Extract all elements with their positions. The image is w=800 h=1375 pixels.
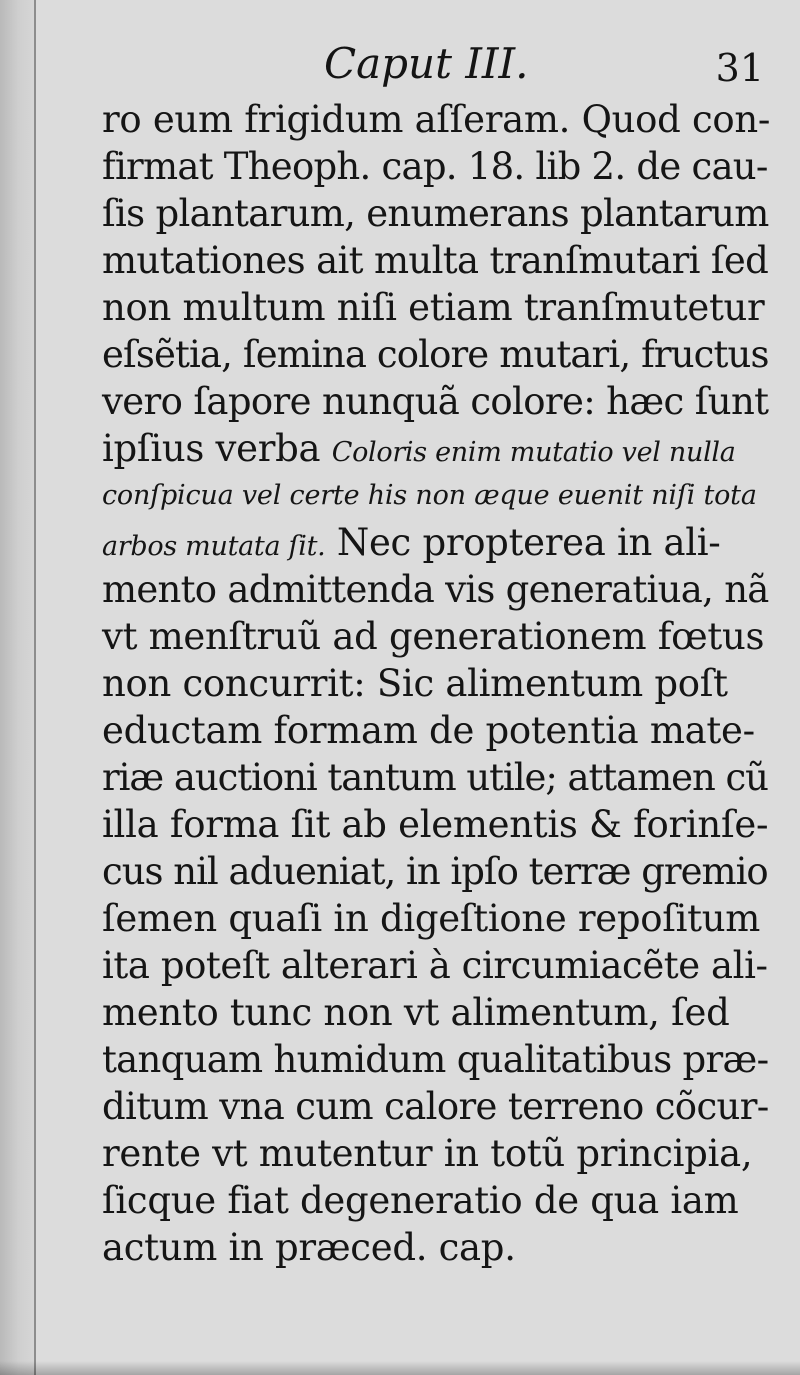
text-line: riæ auctioni tantum utile; attamen cũ: [102, 756, 768, 799]
page-bottom-shadow: [0, 1361, 800, 1375]
text-line: rente vt mutentur in totũ principia,: [102, 1132, 753, 1175]
text-line: mento admittenda vis generatiua, nã: [102, 568, 769, 611]
text-line: eductam formam de potentia mate-: [102, 709, 755, 752]
text-line: eſsẽtia, ſemina colore mutari, fructus: [102, 333, 769, 376]
text-line: firmat Theoph. cap. 18. lib 2. de cau-: [102, 145, 768, 188]
binding-edge: [0, 0, 36, 1375]
text-line: ſis plantarum, enumerans plantarum: [102, 192, 769, 235]
text-line: ſicque fiat degeneratio de qua iam: [102, 1179, 739, 1222]
text-line-quote-end: [102, 519, 770, 566]
text-line: cus nil adueniat, in ipſo terræ gremio: [102, 850, 768, 893]
text-line: non concurrit: Sic alimentum poſt: [102, 662, 728, 705]
text-line: vt menſtruũ ad generationem fœtus: [102, 615, 765, 658]
text-line: ditum vna cum calore terreno cõcur-: [102, 1085, 769, 1128]
page-number: 31: [715, 46, 764, 90]
body-text: [102, 96, 770, 1271]
text-line: ro eum frigidum aſſeram. Quod con-: [102, 98, 771, 141]
text-line: actum in præced. cap.: [102, 1226, 516, 1269]
text-line: non multum niſi etiam tranſmutetur: [102, 286, 765, 329]
italic-quote-run: Coloris enim mutatio vel nulla: [331, 437, 736, 468]
text-line: illa forma ſit ab elementis & forinſe-: [102, 803, 769, 846]
text-line-quote-start: [102, 425, 770, 472]
text-line: ita poteſt alterari à circumiacẽte ali-: [102, 944, 768, 987]
text-line: vero ſapore nunquã colore: hæc ſunt: [102, 380, 769, 423]
roman-run: ipſius verba: [102, 427, 332, 470]
text-line-quote: conſpicua vel certe his non æque euenit niſi tota: [102, 480, 757, 511]
chapter-heading: Caput III.: [324, 39, 529, 88]
text-line: tanquam humidum qualitatibus præ-: [102, 1038, 769, 1081]
italic-quote-run: arbos mutata ſit.: [102, 531, 326, 562]
running-head: [100, 36, 770, 92]
roman-run: Nec propterea in ali-: [325, 521, 721, 564]
text-line: ſemen quaſi in digeſtione repoſitum: [102, 897, 761, 940]
text-line: mutationes ait multa tranſmutari ſed: [102, 239, 769, 282]
text-line: mento tunc non vt alimentum, ſed: [102, 991, 730, 1034]
